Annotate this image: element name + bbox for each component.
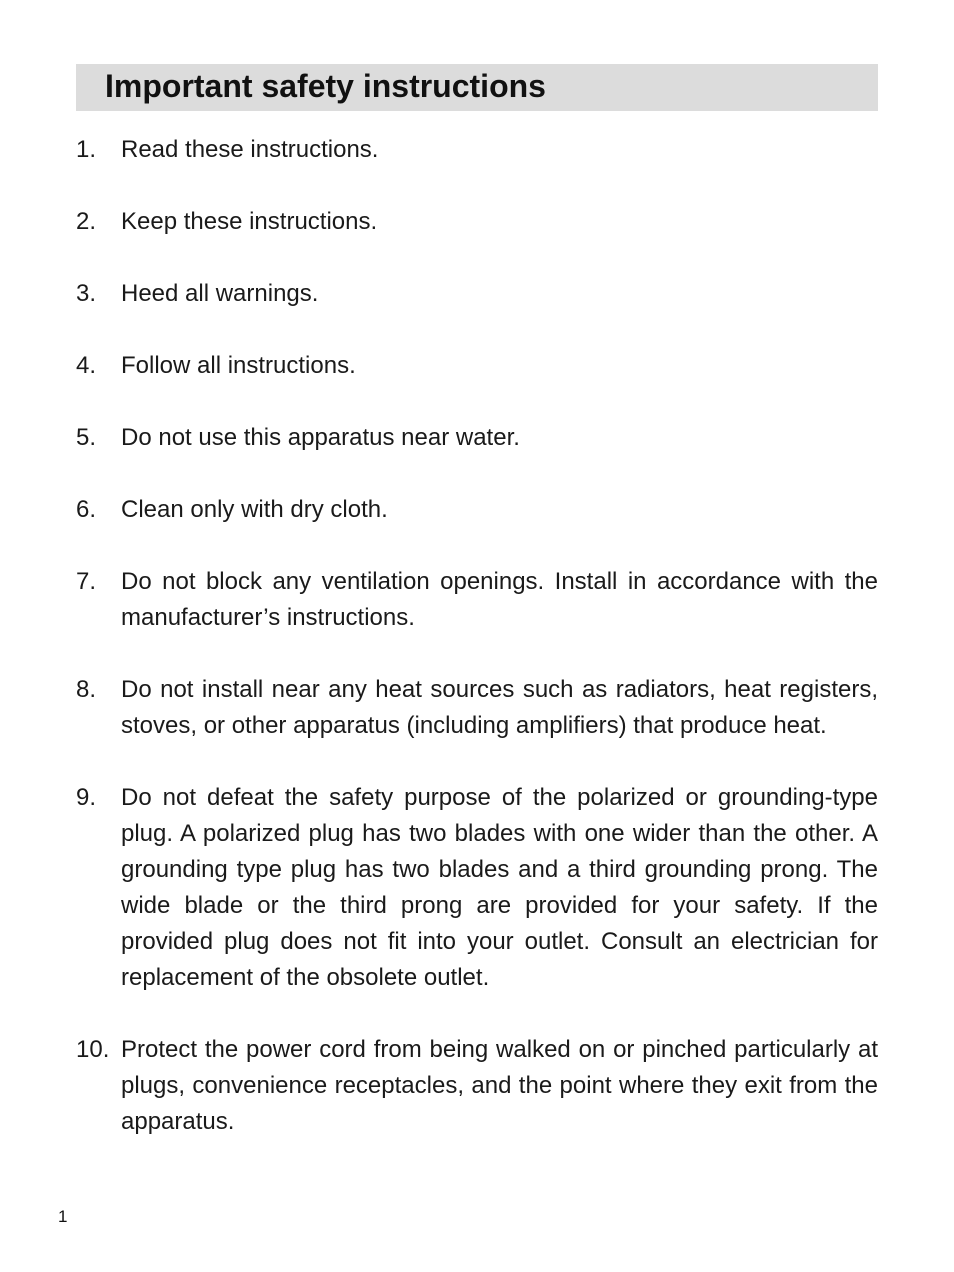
item-text: Read these instructions. [121, 136, 379, 163]
item-text: Do not install near any heat sources such as radiators, heat registers, stoves, or other apparatus (including amplifiers) that produce heat. [121, 676, 878, 739]
list-item [76, 276, 878, 312]
item-text: Do not use this apparatus near water. [121, 424, 520, 451]
list-item [76, 564, 878, 636]
list-item [76, 672, 878, 744]
item-number: 4. [76, 352, 97, 379]
list-item [76, 492, 878, 528]
list-item [76, 1032, 878, 1140]
item-number: 7. [76, 568, 97, 595]
item-text: Follow all instructions. [121, 352, 356, 379]
item-number: 2. [76, 208, 97, 235]
item-number: 1. [76, 136, 97, 163]
item-text: Do not defeat the safety purpose of the polarized or grounding-type plug. A polarized plug has two blades with one wider than the other. A grounding type plug has two blades and a third grounding prong. The wide blade or the third prong are provided for your safety. If the provided plug does not fit into your outlet. Consult an electrician for replacement of the obsolete outlet. [121, 784, 878, 991]
section-header [76, 64, 878, 111]
item-text: Keep these instructions. [121, 208, 378, 235]
item-text: Do not block any ventilation openings. Install in accordance with the manufacturer’s instructions. [121, 568, 878, 631]
item-number: 8. [76, 676, 97, 703]
item-number: 6. [76, 496, 97, 523]
list-item [76, 348, 878, 384]
instructions-list [76, 132, 878, 1176]
item-number: 5. [76, 424, 97, 451]
item-text: Clean only with dry cloth. [121, 496, 388, 523]
item-number: 9. [76, 784, 97, 811]
list-item [76, 132, 878, 168]
item-number: 10. [76, 1036, 110, 1063]
list-item [76, 420, 878, 456]
page-number: 1 [58, 1207, 68, 1226]
item-text: Heed all warnings. [121, 280, 319, 307]
item-number: 3. [76, 280, 97, 307]
page-title: Important safety instructions [105, 68, 546, 104]
item-text: Protect the power cord from being walked on or pinched particularly at plugs, convenience receptacles, and the point where they exit from the apparatus. [121, 1036, 878, 1135]
list-item [76, 780, 878, 996]
list-item [76, 204, 878, 240]
